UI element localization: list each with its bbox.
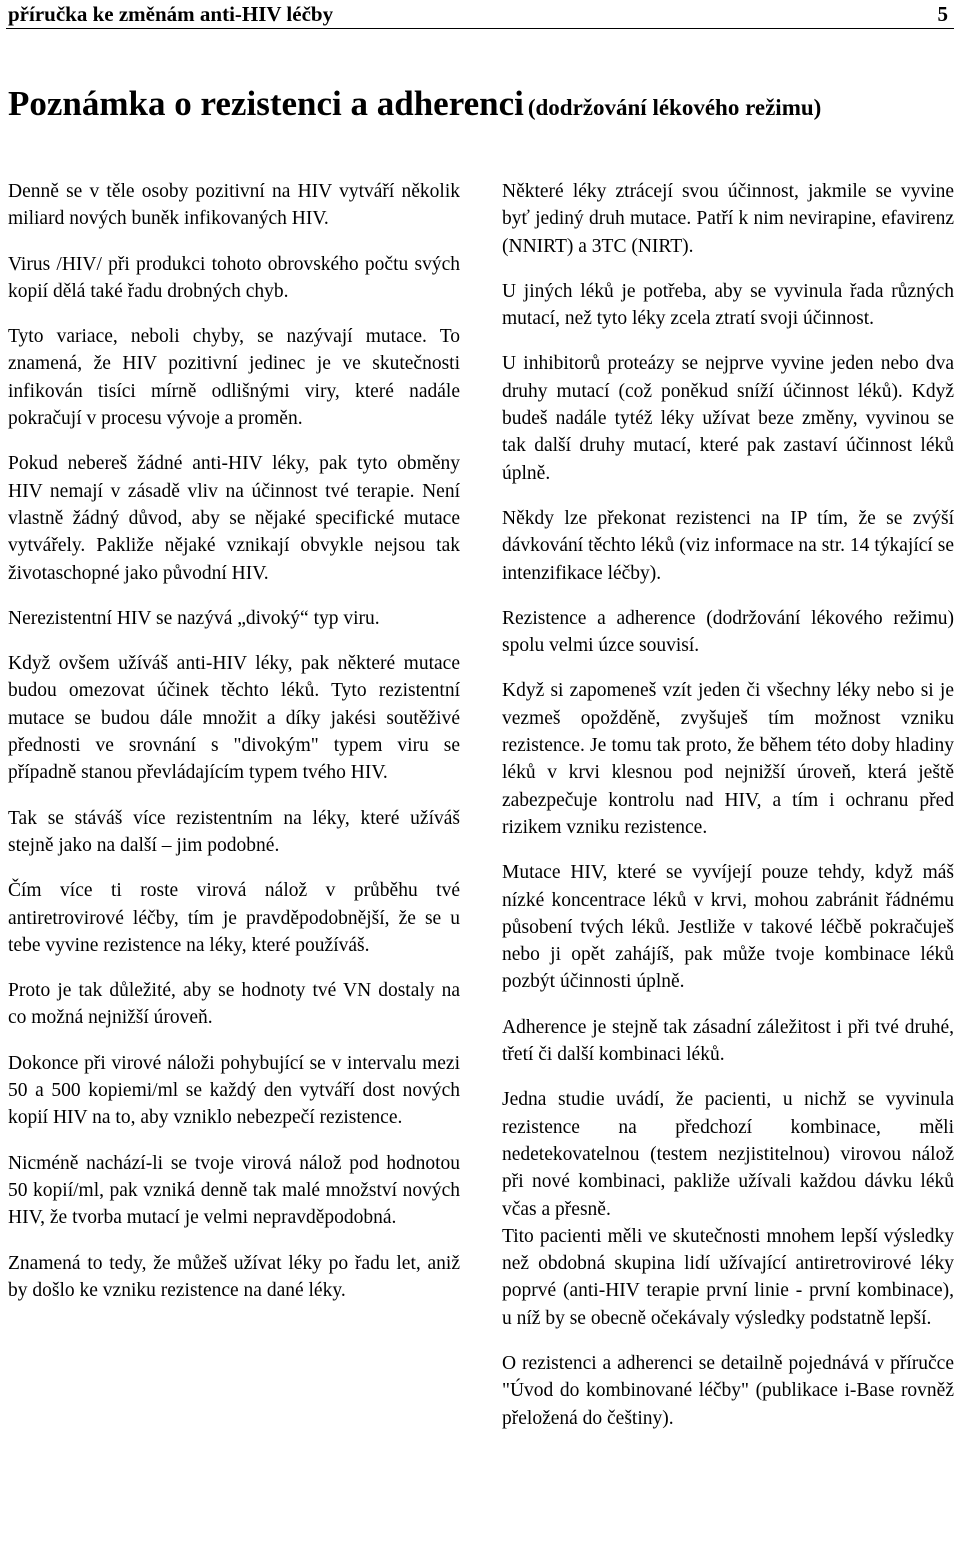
paragraph: Nicméně nachází-li se tvoje virová nálož pod hodnotou 50 kopií/ml, pak vzniká denně tak malé množství nových HIV, že tvorba mutací je velmi nepravděpodobná.	[8, 1152, 460, 1229]
paragraph: Virus /HIV/ při produkci tohoto obrovského počtu svých kopií dělá také řadu drobných chyb.	[8, 253, 460, 302]
paragraph: Jedna studie uvádí, že pacienti, u nichž se vyvinula rezistence na předchozí kombinace, měli nedetekovatelnou (testem nezjistitelnou) virovou nálož při nové kombinaci, pakliže užívali každou dávku léků včas a přesně.	[502, 1089, 954, 1220]
header-rule	[6, 28, 954, 29]
paragraph: Tyto variace, neboli chyby, se nazývají mutace. To znamená, že HIV pozitivní jedinec je ve skutečnosti infikován tisíci mírně odlišnými viry, které nadále pokračují v procesu vývoje a proměn.	[8, 326, 460, 430]
paragraph: Tak se stáváš více rezistentním na léky, které užíváš stejně jako na další – jim podobné.	[8, 807, 460, 856]
paragraph: Čím více ti roste virová nálož v průběhu tvé antiretrovirové léčby, tím je pravděpodobnější, že se u tebe vyvine rezistence na léky, které používáš.	[8, 880, 460, 956]
paragraph: Nerezistentní HIV se nazývá „divoký“ typ viru.	[8, 607, 380, 629]
paragraph: Adherence je stejně tak zásadní záležitost i při tvé druhé, třetí či další kombinaci léků.	[502, 1016, 954, 1066]
paragraph: Některé léky ztrácejí svou účinnost, jakmile se vyvine byť jediný druh mutace. Patří k nim nevirapine, efavirenz (NNIRT) a 3TC (NIRT).	[502, 181, 954, 257]
running-title: příručka ke změnám anti-HIV léčby	[8, 2, 334, 26]
paragraph: Rezistence a adherence (dodržování lékového režimu) spolu velmi úzce souvisí.	[502, 607, 954, 657]
page-number: 5	[937, 2, 948, 26]
paragraph: Když ovšem užíváš anti-HIV léky, pak některé mutace budou omezovat účinek těchto léků. Tyto rezistentní mutace se budou dále množit a díky jakési soutěživé přednosti ve srovnání s "divokým" typem viru se případně stanou převládajícím typem tvého HIV.	[8, 653, 460, 784]
paragraph: Znamená to tedy, že můžeš užívat léky po řadu let, aniž by došlo ke vzniku rezistence na dané léky.	[8, 1252, 460, 1301]
paragraph: Někdy lze překonat rezistenci na IP tím, že se zvýší dávkování těchto léků (viz informace na str. 14 týkající se intenzifikace léčby).	[502, 507, 954, 584]
paragraph: Denně se v těle osoby pozitivní na HIV vytváří několik miliard nových buněk infikovaných HIV.	[8, 181, 460, 230]
paragraph: Pokud nebereš žádné anti-HIV léky, pak tyto obměny HIV nemají v zásadě vliv na účinnost tvé terapie. Není vlastně žádný důvod, aby se nějaké specifické mutace vytvářely. Pakliže nějaké vznikají obvykle nejsou tak životaschopné jako původní HIV.	[8, 453, 460, 584]
paragraph: Když si zapomeneš vzít jeden či všechny léky nebo si je vezmeš opožděně, zvyšuješ tím možnost vzniku rezistence. Je tomu tak proto, že během této doby hladiny léků v krvi klesnou pod nejnižší úroveň, která ještě zabezpečuje kontrolu nad HIV, a tím i ochranu před rizikem vzniku rezistence.	[502, 680, 954, 838]
left-column	[8, 178, 460, 1322]
paragraph: O rezistenci a adherenci se detailně pojednává v příručce "Úvod do kombinované léčby" (publikace i-Base rovněž přeložená do češtiny).	[502, 1352, 954, 1429]
right-column	[502, 178, 954, 1450]
section-title-main: Poznámka o rezistenci a adherenci	[8, 84, 524, 123]
paragraph: U jiných léků je potřeba, aby se vyvinula řada různých mutací, než tyto léky zcela ztratí svoji účinnost.	[502, 280, 954, 330]
paragraph: Tito pacienti měli ve skutečnosti mnohem lepší výsledky než obdobná skupina lidí užívající antiretrovirové léky poprvé (anti-HIV terapie první linie - první kombinace), u níž by se obecně očekávaly výsledky podstatně lepší.	[502, 1225, 954, 1329]
paragraph: Dokonce při virové náloži pohybující se v intervalu mezi 50 a 500 kopiemi/ml se každý den vytváří dost nových kopií HIV na to, aby vzniklo nebezpečí rezistence.	[8, 1052, 460, 1129]
section-title	[8, 84, 952, 128]
paragraph: Proto je tak důležité, aby se hodnoty tvé VN dostaly na co možná nejnižší úroveň.	[8, 980, 460, 1029]
section-title-subtitle: (dodržování lékového režimu)	[527, 95, 822, 120]
page-header	[8, 2, 952, 28]
paragraph: U inhibitorů proteázy se nejprve vyvine jeden nebo dva druhy mutací (což poněkud sníží účinnost léků). Když budeš nadále tytéž léky užívat beze změny, vyvinou se tak další druhy mutací, které pak zastaví účinnost léků úplně.	[502, 353, 954, 484]
paragraph: Mutace HIV, které se vyvíjejí pouze tehdy, když máš nízké koncentrace léků v krvi, mohou zabránit řádnému působení tvých léků. Jestliže v takové léčbě pokračuješ nebo ji opět zahájíš, pak může tvoje kombinace léků pozbýt účinnosti úplně.	[502, 862, 954, 993]
